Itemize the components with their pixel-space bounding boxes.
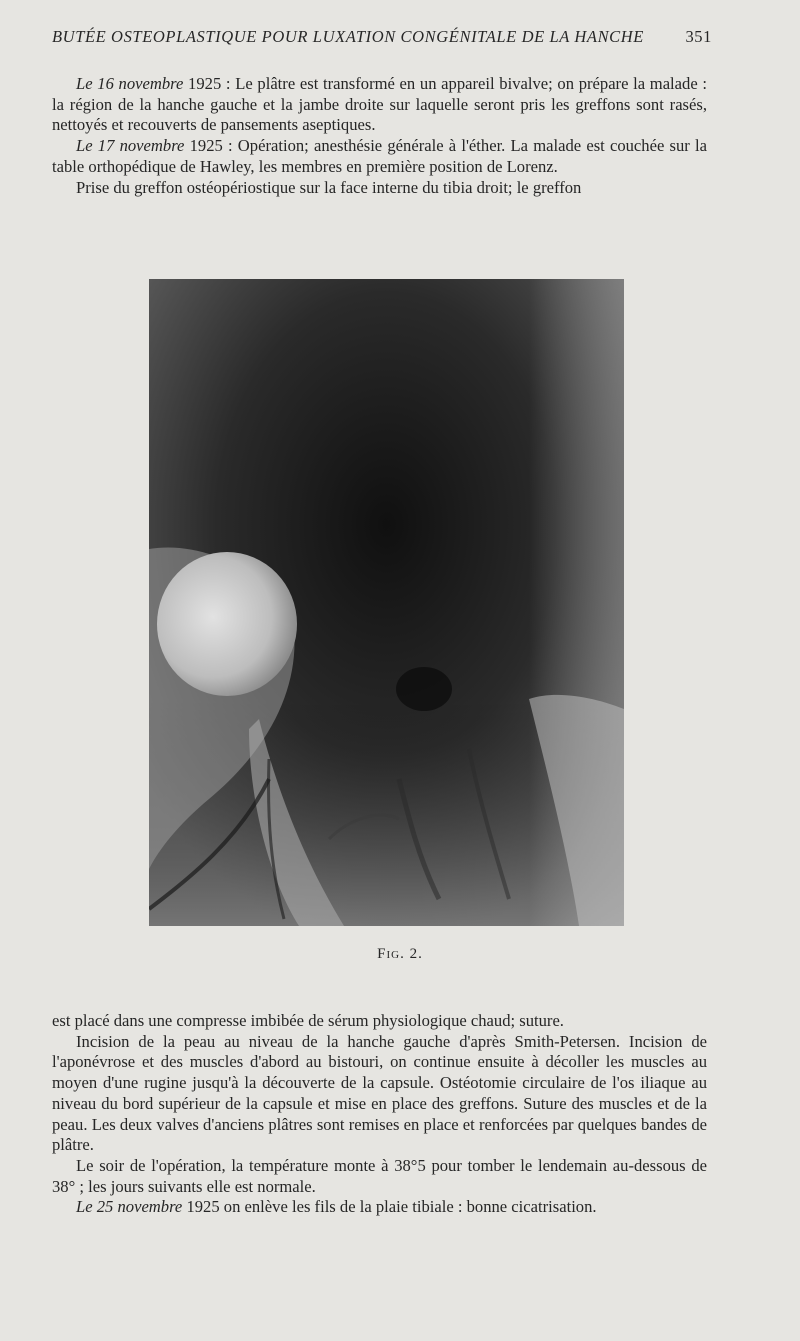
date-label: Le 25 novembre: [76, 1197, 183, 1217]
paragraph: [52, 74, 707, 136]
paragraph-text: 1925 : Le plâtre est transformé en un appareil bivalve; on prépare la malade : la région de la hanche gauche et la jambe droite sur laquelle seront pris les greffons sont rasés, nettoyés et recouverts de pansements aseptiques.: [52, 74, 707, 135]
page-number: 351: [685, 27, 712, 46]
paragraph: [52, 1197, 707, 1218]
text-block-bottom: [52, 1011, 707, 1218]
paragraph: [52, 136, 707, 177]
paragraph: [52, 1156, 707, 1197]
paragraph-text: 1925 : Opération; anesthésie générale à l'éther. La malade est couchée sur la table orthopédique de Hawley, les membres en première position de Lorenz.: [52, 136, 707, 176]
figure-caption-text: Fig. 2.: [377, 946, 423, 962]
running-head-title: BUTÉE OSTEOPLASTIQUE POUR LUXATION CONGÉNITALE DE LA HANCHE: [52, 27, 644, 46]
radiograph-image: [149, 279, 624, 926]
figure-caption: [0, 946, 800, 963]
paragraph: [52, 178, 707, 199]
text-block-top: [52, 74, 707, 198]
paragraph-text: 1925 on enlève les fils de la plaie tibiale : bonne cicatrisation.: [182, 1197, 597, 1217]
radiograph-figure: [149, 279, 624, 926]
paragraph-text: Le soir de l'opération, la température monte à 38°5 pour tomber le lendemain au-dessous de 38° ; les jours suivants elle est normale.: [52, 1155, 707, 1196]
paragraph-text: Incision de la peau au niveau de la hanche gauche d'après Smith-Petersen. Incision de l'aponévrose et des muscles d'abord au bistouri, on continue ensuite à décoller les muscles au moyen d'une rugine jusqu'à la découverte de la capsule. Ostéotomie circulaire de l'os iliaque au niveau du bord supérieur de la capsule et mise en place des greffons. Suture des muscles et de la peau. Les deux valves d'anciens plâtres sont remises en place et renforcées par quelques bandes de plâtre.: [52, 1031, 707, 1155]
paragraph: [52, 1032, 707, 1156]
running-head: [52, 27, 712, 47]
paragraph-text: Prise du greffon ostéopériostique sur la face interne du tibia droit; le greffon: [76, 177, 582, 197]
paragraph-text: est placé dans une compresse imbibée de sérum physiologique chaud; suture.: [52, 1011, 564, 1030]
paragraph: [52, 1011, 707, 1032]
date-label: Le 16 novembre: [76, 74, 184, 93]
date-label: Le 17 novembre: [76, 136, 185, 156]
